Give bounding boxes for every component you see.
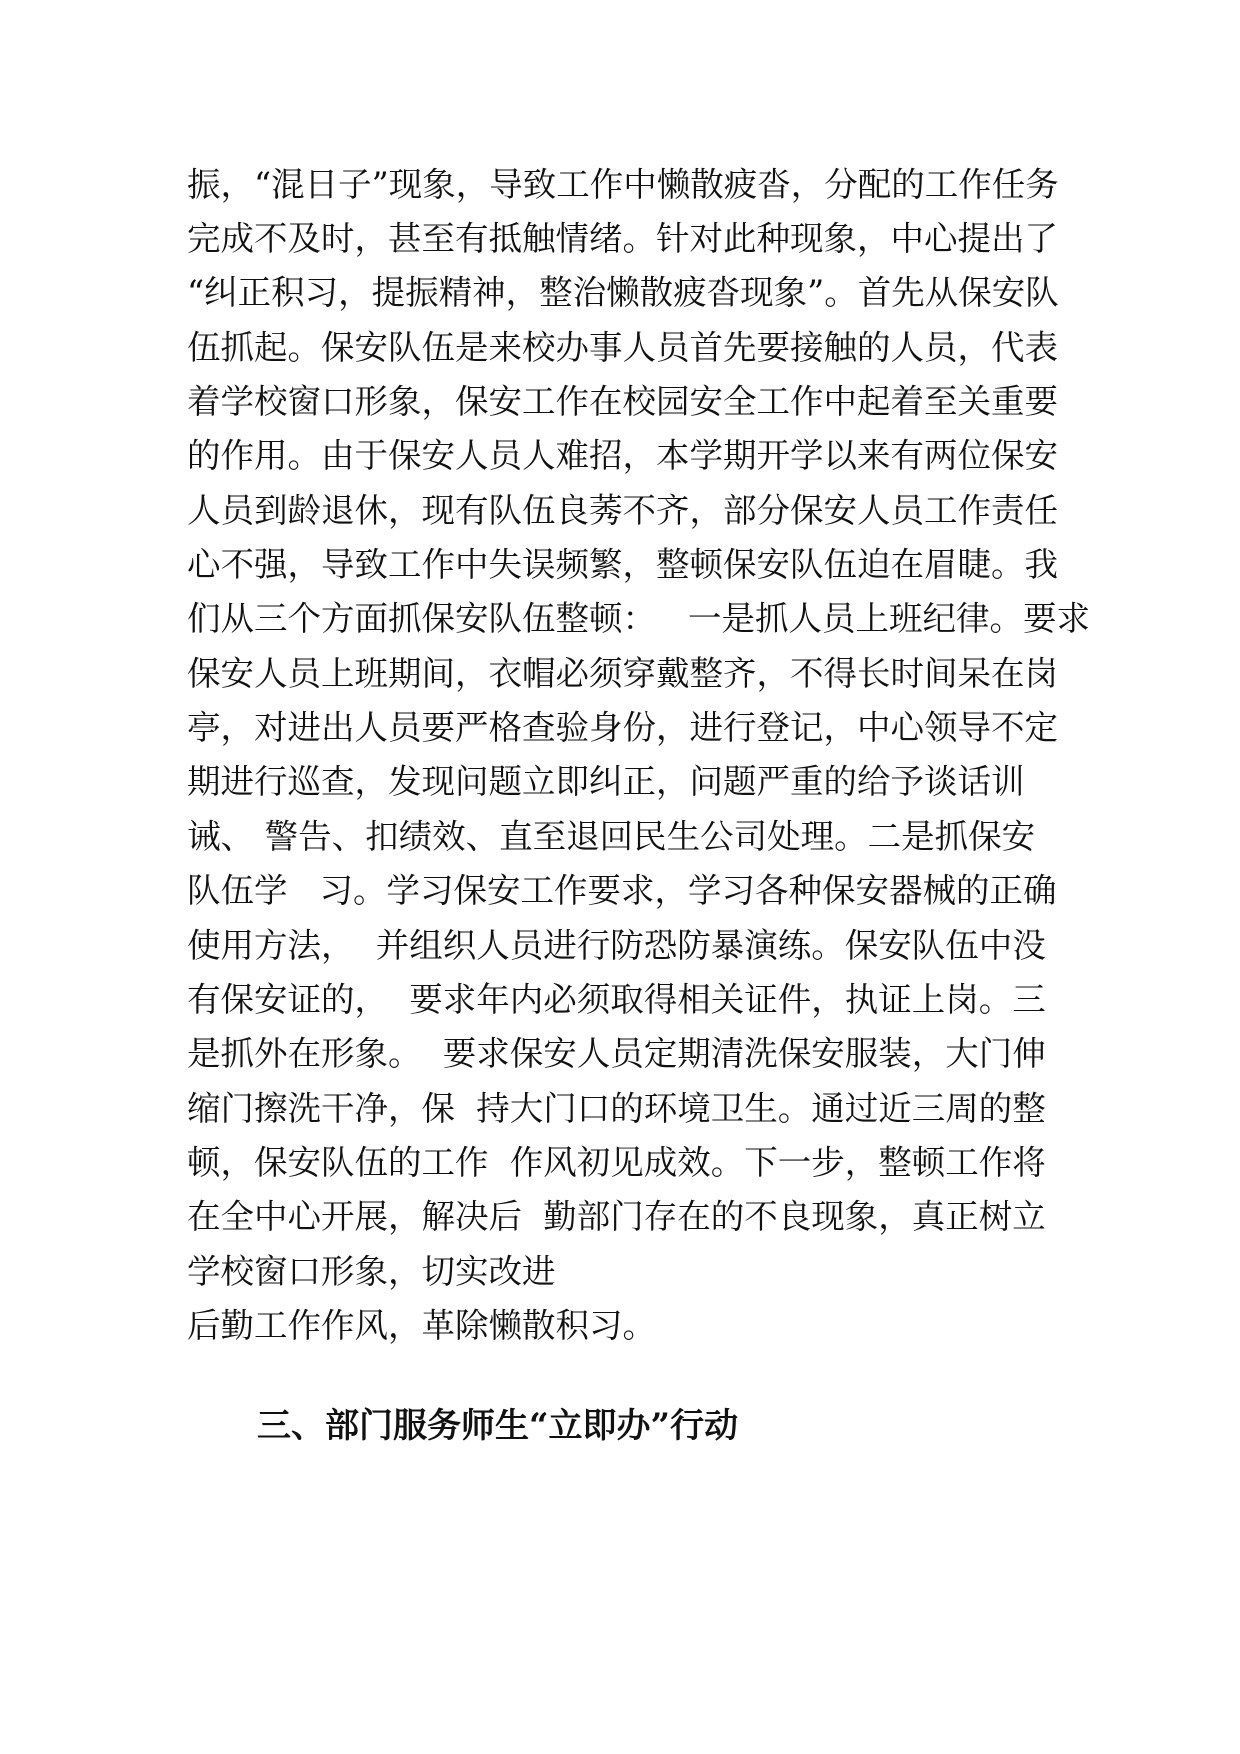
body-text-line: 学校窗口形象，切实改进 xyxy=(187,1252,556,1291)
body-text-line: 们从三个方面抓保安队伍整顿： 一是抓人员上班纪律。要求 xyxy=(187,599,1090,638)
body-text-line: 期进行巡查，发现问题立即纠正，问题严重的给予谈话训 xyxy=(187,762,1025,801)
body-text-line: 亭，对进出人员要严格查验身份，进行登记，中心领导不定 xyxy=(187,708,1058,747)
body-text-line: 使用方法， 并组织人员进行防恐防暴演练。保安队伍中没 xyxy=(187,926,1046,965)
body-text-line: 队伍学 习。学习保安工作要求，学习各种保安器械的正确 xyxy=(187,871,1057,910)
section-heading: 三、部门服务师生“立即办”行动 xyxy=(257,1406,739,1446)
body-text-line: 诫、 警告、扣绩效、直至退回民生公司处理。二是抓保安 xyxy=(187,817,1036,856)
body-text-line: 人员到龄退休，现有队伍良莠不齐，部分保安人员工作责任 xyxy=(187,491,1058,530)
body-text-line: 顿，保安队伍的工作 作风初见成效。下一步，整顿工作将 xyxy=(187,1143,1046,1182)
body-text-line: 有保安证的， 要求年内必须取得相关证件，执证上岗。三 xyxy=(187,980,1046,1019)
body-text-line: 心不强，导致工作中失误频繁，整顿保安队伍迫在眉睫。我 xyxy=(187,545,1058,584)
body-text-line: 着学校窗口形象，保安工作在校园安全工作中起着至关重要 xyxy=(187,382,1058,421)
body-text-line: 保安人员上班期间，衣帽必须穿戴整齐，不得长时间呆在岗 xyxy=(187,654,1058,693)
body-text-line: “纠正积习，提振精神，整治懒散疲沓现象”。首先从保安队 xyxy=(187,273,1059,312)
body-text-line: 在全中心开展，解决后 勤部门存在的不良现象，真正树立 xyxy=(187,1197,1046,1236)
body-text-line: 后勤工作作风，革除懒散积习。 xyxy=(187,1306,656,1345)
body-text-line: 是抓外在形象。 要求保安人员定期清洗保安服装，大门伸 xyxy=(187,1034,1046,1073)
body-text-line: 振，“混日子”现象，导致工作中懒散疲沓，分配的工作任务 xyxy=(187,165,1059,204)
body-text-line: 伍抓起。保安队伍是来校办事人员首先要接触的人员，代表 xyxy=(187,328,1058,367)
body-text-line: 缩门擦洗干净，保 持大门口的环境卫生。通过近三周的整 xyxy=(187,1089,1046,1128)
body-text-line: 的作用。由于保安人员人难招，本学期开学以来有两位保安 xyxy=(187,436,1058,475)
body-text-line: 完成不及时，甚至有抵触情绪。针对此种现象，中心提出了 xyxy=(187,219,1058,258)
